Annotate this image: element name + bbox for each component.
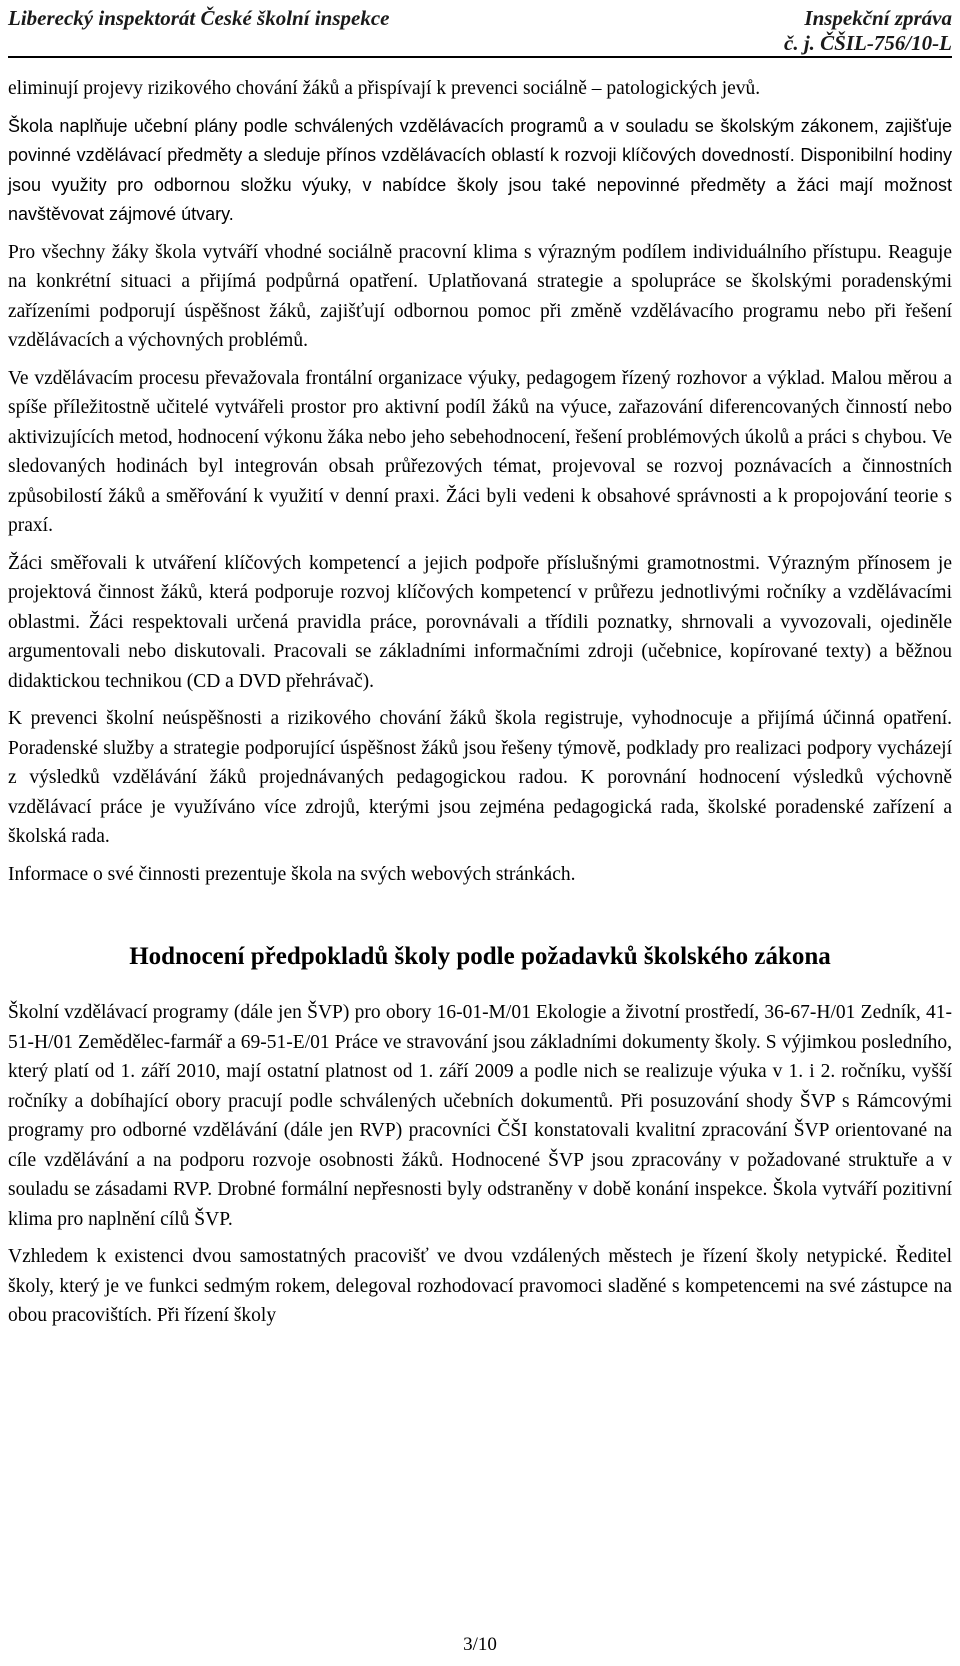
document-body (8, 74, 952, 1339)
paragraph: Informace o své činnosti prezentuje škola na svých webových stránkách. (8, 863, 576, 885)
paragraph: Žáci směřovali k utváření klíčových kompetencí a jejich podpoře příslušnými gramotnostmi. Výrazným přínosem je projektová činnost žáků, která podporuje rozvoj klíčových kompetencí v průřezu jednotlivými ročníky a vzdělávacími oblastmi. Žáci respektovali určená pravidla práce, porovnávali a třídili poznatky, shrnovali a vyvozovali, ojediněle argumentovali nebo diskutovali. Pracovali se základními informačními zdroji (učebnice, kopírované texty) a běžnou didaktickou technikou (CD a DVD přehrávač). (8, 552, 952, 692)
page-header (8, 2, 952, 58)
header-reference-number: č. j. ČŠIL-756/10-L (784, 31, 952, 55)
paragraph: Školní vzdělávací programy (dále jen ŠVP) pro obory 16-01-M/01 Ekologie a životní prostředí, 36-67-H/01 Zedník, 41-51-H/01 Zemědělec-farmář a 69-51-E/01 Práce ve stravování jsou základními dokumenty školy. S výjimkou posledního, který platí od 1. září 2010, mají ostatní platnost od 1. září 2009 a podle nich se realizuje výuka v 1. i 2. ročníku, vyšší ročníky a dobíhající obory pracují podle schválených učebních dokumentů. Při posuzování shody ŠVP s Rámcovými programy pro odborné vzdělávání (dále jen RVP) pracovníci ČŠI konstatovali kvalitní zpracování ŠVP orientované na cíle vzdělávání a na podporu rozvoje osobnosti žáků. Hodnocené ŠVP jsou zpracovány v požadované struktuře a v souladu se zásadami RVP. Drobné formální nepřesnosti byly odstraněny v době konání inspekce. Škola vytváří pozitivní klima pro naplnění cílů ŠVP. (8, 1002, 952, 1230)
paragraph: Škola naplňuje učební plány podle schválených vzdělávacích programů a v souladu se školským zákonem, zajišťuje povinné vzdělávací předměty a sleduje přínos vzdělávacích oblastí k rozvoji klíčových dovedností. Disponibilní hodiny jsou využity pro odbornou složku výuky, v nabídce školy jsou také nepovinné předměty a žáci mají možnost navštěvovat zájmové útvary. (8, 115, 952, 224)
section-heading: Hodnocení předpokladů školy podle požadavků školského zákona (129, 943, 831, 970)
paragraph: Vzhledem k existenci dvou samostatných pracovišť ve dvou vzdálených městech je řízení školy netypické. Ředitel školy, který je ve funkci sedmým rokem, delegoval rozhodovací pravomoci sladěné s kompetencemi na své zástupce na obou pracovištích. Při řízení školy (8, 1246, 952, 1326)
page-number: 3/10 (463, 1634, 497, 1655)
header-report-info (784, 6, 952, 56)
header-report-title: Inspekční zpráva (804, 6, 952, 30)
paragraph: Ve vzdělávacím procesu převažovala frontální organizace výuky, pedagogem řízený rozhovor a výklad. Malou měrou a spíše příležitostně učitelé vytvářeli prostor pro aktivní podíl žáků na výuce, zařazování diferencovaných činností nebo aktivizujících metod, hodnocení výkonu žáka nebo jeho sebehodnocení, řešení problémových úkolů a práci s chybou. Ve sledovaných hodinách byl integrován obsah průřezových témat, projevoval se rozvoj poznávacích a činnostních způsobilostí žáků a směřování k využití v denní praxi. Žáci byli vedeni k obsahové správnosti a k propojování teorie s praxí. (8, 367, 952, 536)
paragraph: Pro všechny žáky škola vytváří vhodné sociálně pracovní klima s výrazným podílem individuálního přístupu. Reaguje na konkrétní situaci a přijímá podpůrná opatření. Uplatňovaná strategie a spolupráce se školskými poradenskými zařízeními podporují úspěšnost žáků, zajišťují odbornou pomoc při změně vzdělávacího programu nebo při řešení vzdělávacích a výchovných problémů. (8, 241, 952, 351)
header-inspectorate-title: Liberecký inspektorát České školní inspekce (8, 6, 390, 30)
paragraph: K prevenci školní neúspěšnosti a rizikového chování žáků škola registruje, vyhodnocuje a přijímá účinná opatření. Poradenské služby a strategie podporující úspěšnost žáků jsou řešeny týmově, podklady pro realizaci podpory vycházejí z výsledků vzdělávání žáků projednávaných pedagogickou radou. K porovnání hodnocení výsledků výchovně vzdělávací práce je využíváno více zdrojů, kterými jsou zejména pedagogická rada, školské poradenské zařízení a školská rada. (8, 708, 952, 847)
paragraph: eliminují projevy rizikového chování žáků a přispívají k prevenci sociálně – patologických jevů. (8, 78, 761, 99)
